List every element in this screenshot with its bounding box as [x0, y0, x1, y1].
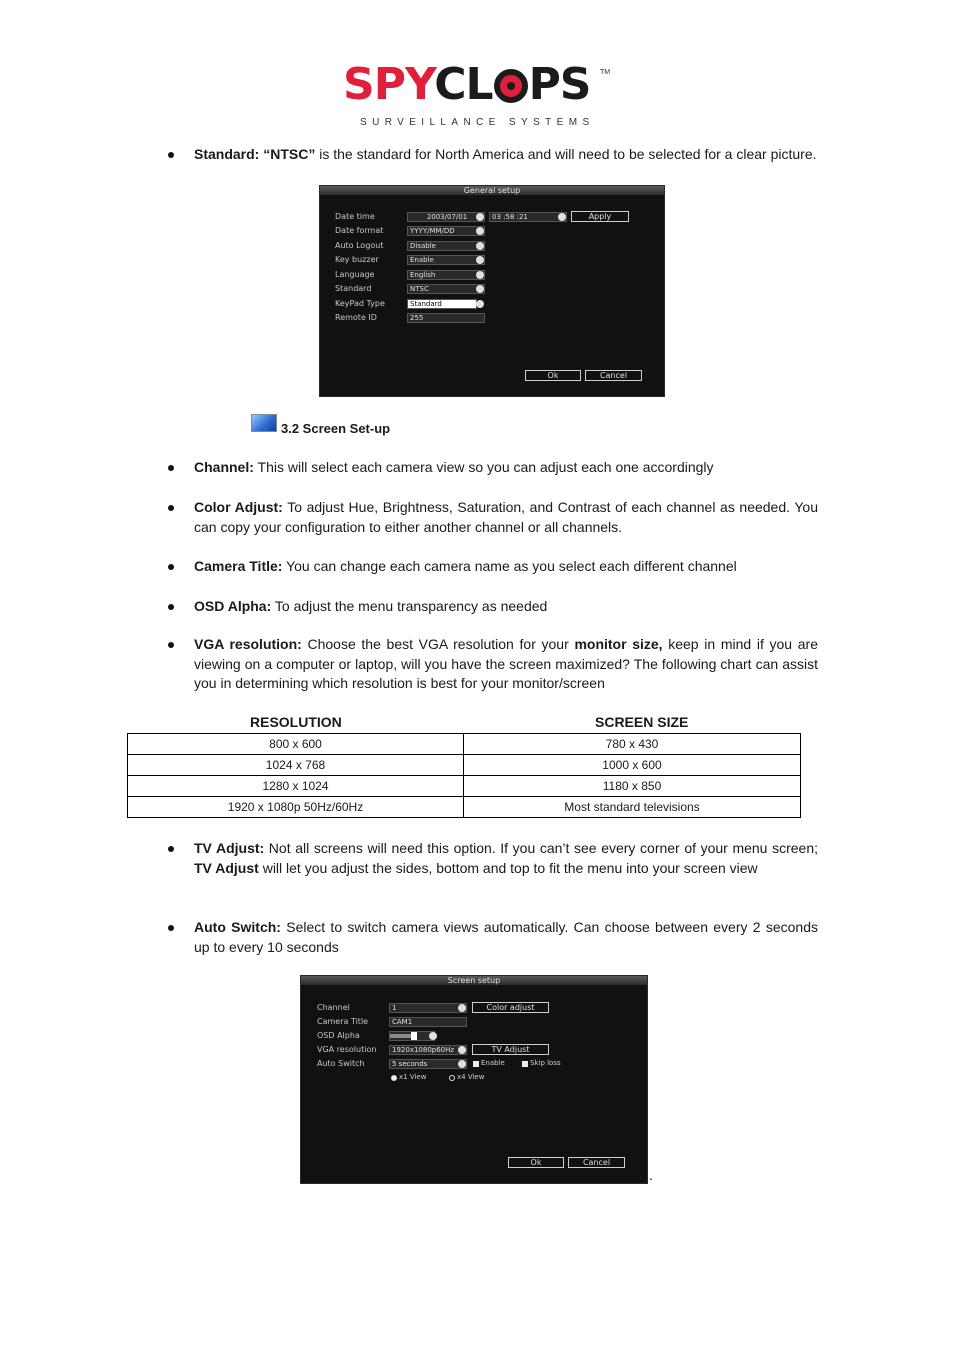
ss-label: Channel	[317, 1003, 350, 1012]
vga-term: VGA resolution:	[194, 636, 302, 652]
vga-term-2: monitor size,	[574, 636, 663, 652]
gs-knob	[558, 213, 566, 221]
table-cell: Most standard televisions	[464, 797, 801, 818]
bullet-dot	[168, 925, 174, 931]
ss-enable-checkbox	[473, 1061, 479, 1067]
tv-adjust-term: TV Adjust:	[194, 840, 265, 856]
table-cell: 1920 x 1080p 50Hz/60Hz	[128, 797, 464, 818]
channel-text: This will select each camera view so you can adjust each one accordingly	[253, 459, 714, 475]
table-header-resolution: RESOLUTION	[250, 714, 342, 730]
table-row	[128, 797, 801, 818]
ss-channel-field: 1	[389, 1003, 467, 1013]
logo-eye-icon	[494, 69, 528, 103]
gs-knob	[476, 300, 484, 308]
ss-knob	[458, 1060, 466, 1068]
section-title: 3.2 Screen Set-up	[281, 421, 391, 436]
table-cell: 1180 x 850	[464, 776, 801, 797]
color-adjust-text: To adjust Hue, Brightness, Saturation, and Contrast of each channel as needed. You can copy your configuration to either another channel or all channels.	[194, 499, 818, 535]
logo-trademark: TM	[600, 69, 611, 76]
general-setup-title: General setup	[320, 186, 664, 195]
ss-color-adjust-button: Color adjust	[472, 1002, 549, 1013]
gs-label: Remote ID	[335, 313, 377, 322]
gs-knob	[476, 227, 484, 235]
channel-paragraph	[194, 458, 818, 478]
gs-label: Date time	[335, 212, 375, 221]
gs-value-field: Enable	[407, 255, 485, 265]
bullet-dot	[168, 465, 174, 471]
ss-x4-view-label: x4 View	[457, 1073, 485, 1081]
gs-apply-button: Apply	[571, 211, 629, 222]
tv-adjust-term-2: TV Adjust	[194, 859, 259, 876]
camera-title-term: Camera Title:	[194, 558, 283, 574]
ss-ok-button: Ok	[508, 1157, 564, 1168]
trailing-period: .	[649, 1167, 653, 1183]
osd-alpha-text: To adjust the menu transparency as needed	[271, 598, 548, 614]
gs-value-field: YYYY/MM/DD	[407, 226, 485, 236]
table-cell: 800 x 600	[128, 734, 464, 755]
bullet-dot	[168, 152, 174, 158]
gs-value-field: Disable	[407, 241, 485, 251]
general-setup-screenshot	[319, 185, 665, 397]
gs-value-field: NTSC	[407, 284, 485, 294]
ss-label: Camera Title	[317, 1017, 369, 1026]
gs-knob	[476, 213, 484, 221]
gs-date-field: 2003/07/01	[407, 212, 485, 222]
gs-cancel-button: Cancel	[585, 370, 642, 381]
gs-label: Standard	[335, 284, 372, 293]
standard-term: Standard: “NTSC”	[194, 146, 316, 162]
camera-title-paragraph	[194, 557, 818, 577]
ss-knob	[458, 1004, 466, 1012]
bullet-dot	[168, 846, 174, 852]
color-adjust-paragraph	[194, 498, 818, 537]
logo-wordmark	[343, 55, 591, 115]
table-header-screen-size: SCREEN SIZE	[595, 714, 689, 730]
color-adjust-term: Color Adjust:	[194, 499, 283, 515]
ss-x1-view-label: x1 View	[399, 1073, 427, 1081]
table-row	[128, 734, 801, 755]
gs-time-field: 03 :58 :21	[489, 212, 567, 222]
ss-auto-switch-field: 5 seconds	[389, 1059, 467, 1069]
table-cell: 780 x 430	[464, 734, 801, 755]
gs-label: KeyPad Type	[335, 299, 385, 308]
standard-text: is the standard for North America and will need to be selected for a clear picture.	[315, 146, 817, 162]
table-cell: 1024 x 768	[128, 755, 464, 776]
bullet-dot	[168, 505, 174, 511]
gs-knob	[476, 242, 484, 250]
tv-adjust-text-1: Not all screens will need this option. If you can’t see every corner of your menu screen;	[264, 840, 818, 856]
logo-word-cl: CL	[434, 59, 493, 110]
vga-text-1: Choose the best VGA resolution for your	[301, 636, 575, 652]
gs-label: Key buzzer	[335, 255, 379, 264]
screen-setup-title: Screen setup	[301, 976, 647, 985]
gs-ok-button: Ok	[525, 370, 581, 381]
ss-skip-loss-label: Skip loss	[530, 1059, 561, 1067]
gs-knob	[476, 256, 484, 264]
table-cell: 1000 x 600	[464, 755, 801, 776]
logo-subtitle: SURVEILLANCE SYSTEMS	[360, 117, 595, 128]
channel-term: Channel:	[194, 459, 254, 475]
auto-switch-text: Select to switch camera views automatically. Can choose between every 2 seconds up to every 10 seconds	[194, 919, 819, 955]
ss-osd-alpha-fill	[390, 1034, 411, 1038]
vga-text-2: keep in mind if you are viewing on a computer or laptop, will you have the screen maximized? The following chart can assist you in determining which resolution is best for your monitor/screen	[194, 636, 818, 691]
ss-tv-adjust-button: TV Adjust	[472, 1044, 549, 1055]
gs-knob	[476, 285, 484, 293]
osd-alpha-term: OSD Alpha:	[194, 598, 272, 614]
bullet-dot	[168, 642, 174, 648]
gs-knob	[476, 271, 484, 279]
spyclops-logo	[343, 55, 613, 135]
gs-label: Auto Logout	[335, 241, 384, 250]
gs-value-field-selected: Standard	[407, 299, 477, 309]
ss-enable-label: Enable	[481, 1059, 505, 1067]
ss-x1-view-radio	[391, 1075, 397, 1081]
ss-cancel-button: Cancel	[568, 1157, 625, 1168]
gs-label: Language	[335, 270, 375, 279]
resolution-table	[127, 733, 801, 818]
auto-switch-term: Auto Switch:	[194, 919, 281, 935]
screen-setup-icon	[251, 414, 277, 432]
screen-setup-screenshot	[300, 975, 648, 1184]
gs-value-field: 255	[407, 313, 485, 323]
ss-osd-alpha-thumb	[411, 1032, 417, 1040]
auto-switch-paragraph	[194, 918, 818, 957]
logo-word-ps: PS	[528, 59, 591, 110]
table-row	[128, 755, 801, 776]
osd-alpha-paragraph	[194, 597, 818, 617]
tv-adjust-paragraph	[194, 839, 818, 878]
ss-camera-title-field: CAM1	[389, 1017, 467, 1027]
tv-adjust-text-2: will let you adjust the sides, bottom and top to fit the menu into your screen view	[258, 859, 758, 876]
ss-knob	[429, 1032, 437, 1040]
ss-label: OSD Alpha	[317, 1031, 360, 1040]
vga-paragraph	[194, 635, 818, 694]
standard-paragraph	[194, 145, 818, 165]
gs-value-field: English	[407, 270, 485, 280]
table-cell: 1280 x 1024	[128, 776, 464, 797]
camera-title-text: You can change each camera name as you select each different channel	[282, 558, 737, 574]
table-row	[128, 776, 801, 797]
ss-x4-view-radio	[449, 1075, 455, 1081]
gs-label: Date format	[335, 226, 384, 235]
ss-vga-field: 1920x1080p60Hz	[389, 1045, 467, 1055]
ss-knob	[458, 1046, 466, 1054]
bullet-dot	[168, 564, 174, 570]
ss-label: VGA resolution	[317, 1045, 377, 1054]
bullet-dot	[168, 604, 174, 610]
ss-skip-loss-checkbox	[522, 1061, 528, 1067]
ss-label: Auto Switch	[317, 1059, 365, 1068]
logo-word-spy: SPY	[343, 59, 435, 110]
